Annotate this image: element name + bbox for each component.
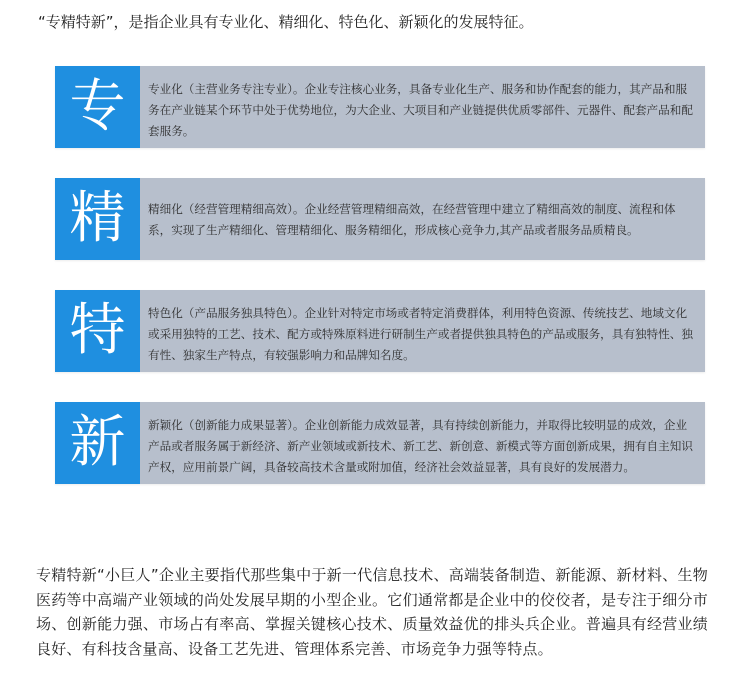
char-xin: 新 <box>69 410 126 475</box>
char-jing: 精 <box>69 186 126 251</box>
char-box-jing <box>55 178 140 260</box>
char-box-xin <box>55 402 140 484</box>
card-desc-te: 特色化（产品服务独具特色）。企业针对特定市场或者特定消费群体，利用特色资源、传统技艺、地域文化或采用独特的工艺、技术、配方或特殊原料进行研制生产或者提供独具特色的产品或服务，具有独特性、独有性、独家生产特点，有较强影响力和品牌知名度。 <box>148 306 693 362</box>
summary-paragraph: 专精特新“小巨人”企业主要指代那些集中于新一代信息技术、高端装备制造、新能源、新材料、生物医药等中高端产业领域的尚处发展早期的小型企业。它们通常都是企业中的佼佼者，是专注于细分市场、创新能力强、市场占有率高、掌握关键核心技术、质量效益优的排头兵企业。普遍具有经营业绩良好、有科技含量高、设备工艺先进、管理体系完善、市场竞争力强等特点。 <box>36 566 708 658</box>
card-zhuan <box>55 66 705 148</box>
char-te: 特 <box>69 298 126 363</box>
intro-paragraph: “专精特新”，是指企业具有专业化、精细化、特色化、新颖化的发展特征。 <box>38 13 534 31</box>
card-desc-zhuan: 专业化（主营业务专注专业）。企业专注核心业务，具备专业化生产、服务和协作配套的能力，其产品和服务在产业链某个环节中处于优势地位，为大企业、大项目和产业链提供优质零部件、元器件、配套产品和配套服务。 <box>148 82 693 138</box>
card-jing <box>55 178 705 260</box>
char-box-zhuan <box>55 66 140 148</box>
card-te <box>55 290 705 372</box>
card-xin <box>55 402 705 484</box>
card-desc-jing: 精细化（经营管理精细高效）。企业经营管理精细高效，在经营管理中建立了精细高效的制度、流程和体系，实现了生产精细化、管理精细化、服务精细化，形成核心竞争力,其产品或者服务品质精良。 <box>148 202 676 237</box>
char-zhuan: 专 <box>69 74 126 139</box>
card-desc-xin: 新颖化（创新能力成果显著）。企业创新能力成效显著，具有持续创新能力，并取得比较明显的成效，企业产品或者服务属于新经济、新产业领域或新技术、新工艺、新创意、新模式等方面创新成果，拥有自主知识产权，应用前景广阔，具备较高技术含量或附加值，经济社会效益显著，具有良好的发展潜力。 <box>148 418 693 474</box>
char-box-te <box>55 290 140 372</box>
